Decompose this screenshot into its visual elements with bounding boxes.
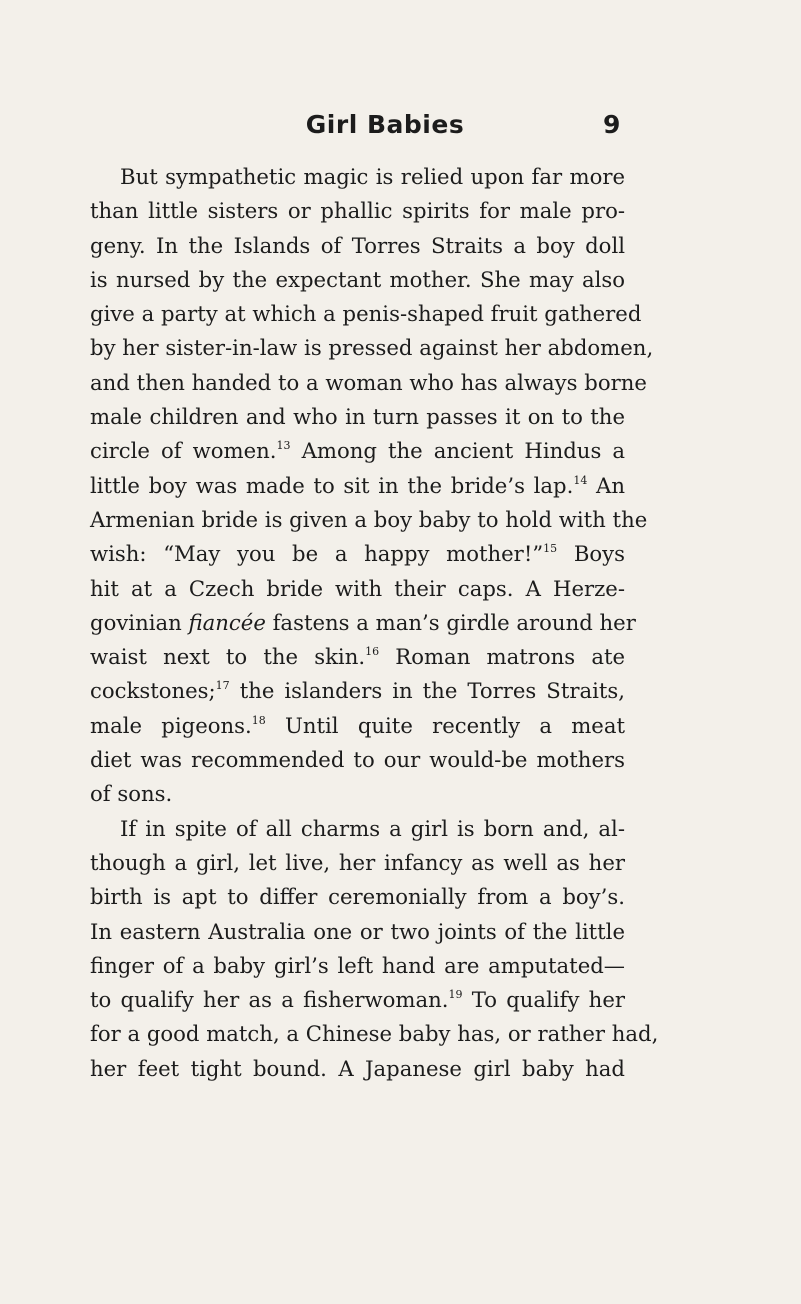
text-line: give a party at which a penis-shaped fruit gathered bbox=[90, 301, 642, 327]
text-line: is nursed by the expectant mother. She may also bbox=[90, 266, 625, 292]
body-text bbox=[90, 160, 659, 1086]
text-line: hit at a Czech bride with their caps. A Herze- bbox=[90, 575, 625, 601]
text-line: circle of women.$^{13}$ Among the ancient Hindus a bbox=[90, 438, 625, 464]
text-line: of sons. bbox=[90, 781, 173, 807]
text-line: diet was recommended to our would-be mothers bbox=[90, 747, 625, 773]
text-line: govinian fiancée fastens a man’s girdle around her bbox=[90, 609, 636, 635]
text-line: cockstones;$^{17}$ the islanders in the Torres Straits, bbox=[90, 678, 625, 704]
footnote-ref-17: 17 bbox=[215, 679, 230, 693]
text-line: than little sisters or phallic spirits for male pro- bbox=[90, 198, 625, 224]
text-line: male children and who in turn passes it on to the bbox=[90, 404, 625, 430]
footnote-ref-15: 15 bbox=[543, 542, 558, 556]
text-line: But sympathetic magic is relied upon far more bbox=[120, 164, 625, 189]
text-line: Armenian bride is given a boy baby to hold with the bbox=[90, 506, 648, 532]
text-line: little boy was made to sit in the bride’s lap.$^{14}$ An bbox=[90, 472, 626, 498]
text-line: In eastern Australia one or two joints of the little bbox=[90, 918, 625, 944]
italic-word: fiancée bbox=[188, 609, 266, 635]
text-line: by her sister-in-law is pressed against her abdomen, bbox=[90, 335, 654, 361]
text-line: male pigeons.$^{18}$ Until quite recently a meat bbox=[90, 712, 625, 738]
footnote-ref-18: 18 bbox=[251, 713, 266, 727]
text-line: her feet tight bound. A Japanese girl baby had bbox=[90, 1055, 625, 1081]
chapter-title: Girl Babies bbox=[305, 110, 465, 139]
footnote-ref-19: 19 bbox=[448, 988, 463, 1002]
text-line: geny. In the Islands of Torres Straits a boy doll bbox=[90, 232, 625, 258]
text-line: for a good match, a Chinese baby has, or rather had, bbox=[90, 1021, 659, 1047]
footnote-ref-13: 13 bbox=[276, 439, 291, 453]
text-line: finger of a baby girl’s left hand are amputated— bbox=[90, 952, 625, 978]
text-line: and then handed to a woman who has always borne bbox=[90, 369, 647, 395]
text-line: If in spite of all charms a girl is born and, al- bbox=[120, 815, 625, 841]
footnote-ref-16: 16 bbox=[365, 645, 380, 659]
footnote-ref-14: 14 bbox=[573, 473, 588, 487]
text-line: waist next to the skin.$^{16}$ Roman matrons ate bbox=[90, 644, 625, 670]
text-line: wish: “May you be a happy mother!”$^{15}$ Boys bbox=[90, 541, 626, 567]
text-line: birth is apt to differ ceremonially from a boy’s. bbox=[90, 884, 625, 910]
running-head bbox=[0, 110, 801, 140]
page-number: 9 bbox=[603, 110, 621, 139]
text-line: to qualify her as a fisherwoman.$^{19}$ To qualify her bbox=[90, 987, 625, 1013]
text-line: though a girl, let live, her infancy as well as her bbox=[90, 849, 625, 875]
